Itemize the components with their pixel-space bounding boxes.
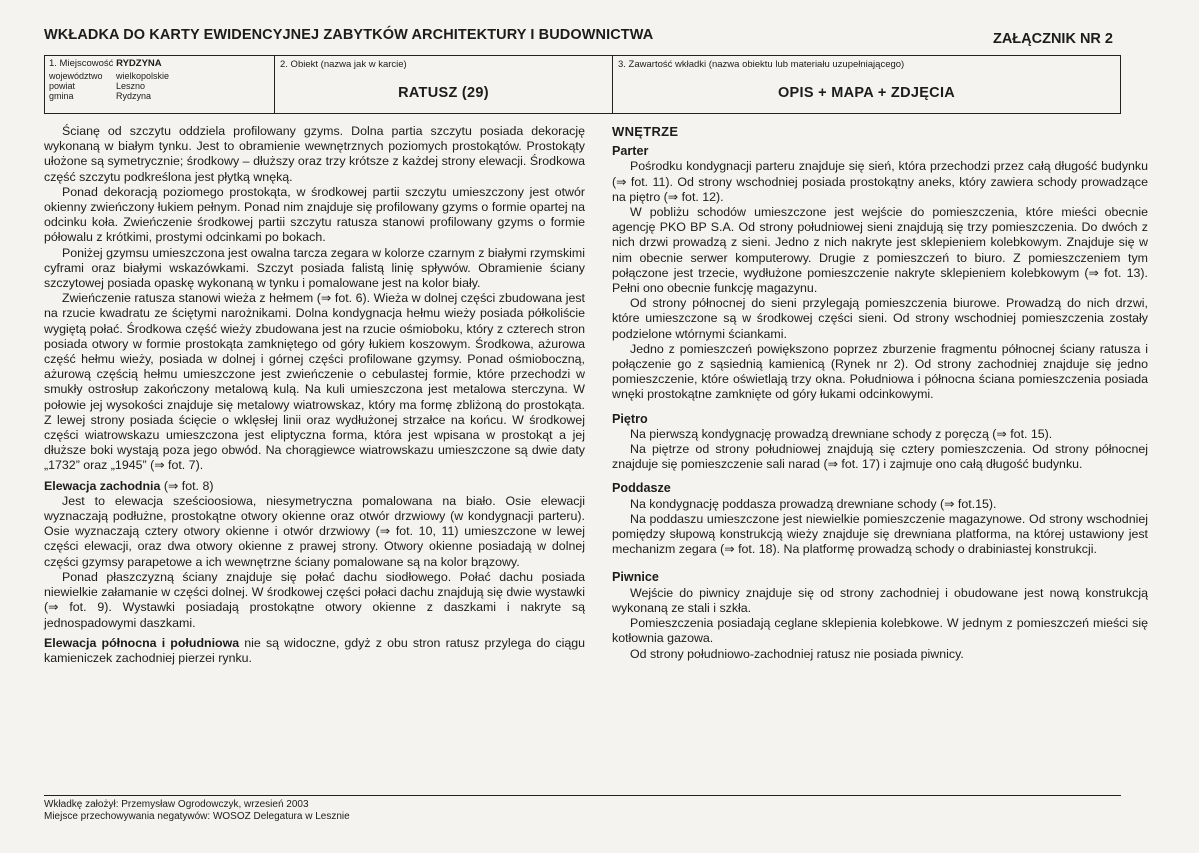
section-heading-parter: Parter [612,144,649,159]
location-table [49,71,169,102]
west-elevation-heading: Elewacja zachodnia [44,478,161,493]
paragraph: Od strony południowo-zachodniej ratusz nie posiada piwnicy. [630,646,964,661]
contents-box [613,56,1120,113]
paragraph: Pośrodku kondygnacji parteru znajduje się sień, która przechodzi przez całą długość budynku (⇒ fot. 11). Od strony wschodniej posiada prostokątny aneks, który zawiera schody prowadzące na piętro (⇒ fot. 12). [612,159,1148,204]
north-south-elevation-heading: Elewacja północna i południowa [44,635,240,650]
location-label: 1. Miejscowość [49,58,114,69]
paragraph: Na kondygnację poddasza prowadzą drewniane schody (⇒ fot.15). [630,496,997,511]
location-row [49,91,169,101]
section-heading-pietro: Piętro [612,411,648,426]
object-name: RATUSZ (29) [398,85,489,101]
location-box [45,56,275,113]
footer-negatives-location: Miejsce przechowywania negatywów: WOSOZ Delegatura w Lesznie [44,811,350,822]
location-value: Leszno [116,81,146,91]
paragraph: Na piętrze od strony południowej znajdują się cztery pomieszczenia. Od strony północnej znajduje się pomieszczenie sali narad (⇒ fot. 17) i zajmuje ono całą długość budynku. [612,442,1148,472]
left-column [44,124,585,666]
document-footer [44,795,1121,823]
paragraph: Poniżej gzymsu umieszczona jest owalna tarcza zegara w kolorze czarnym z białymi rzymskimi cyframi oraz białymi wskazówkami. Szczyt posiada falistą linię spływów. Obramienie ściany szczytowej posiada opaskę wykonaną w tynku i pomalowane jest na kolor biały. [44,245,585,291]
location-value: wielkopolskie [116,70,170,81]
paragraph: Na poddaszu umieszczone jest niewielkie pomieszczenie magazynowe. Od strony wschodniej pomiędzy słupową konstrukcją wieży znajduje się drewniana platforma, na której ustawiony jest mechanizm zegara (⇒ fot. 18). Na platformę prowadzą schody o drabiniastej konstrukcji. [612,511,1148,557]
location-place: RYDZYNA [116,58,162,69]
object-box [275,56,613,113]
section-heading-poddasze: Poddasze [612,481,671,496]
paragraph: Na pierwszą kondygnację prowadzą drewniane schody z poręczą (⇒ fot. 15). [630,426,1053,441]
location-key: województwo [49,70,103,81]
paragraph: Ponad płaszczyzną ściany znajduje się połać dachu siodłowego. Połać dachu posiada niewielkie załamanie w części dolnej. W środkowej części połaci dachu znajdują się dwie wystawki (⇒ fot. 9). Wystawki posiadają prostokątne otwory okienne z daszkami i nakryte są jednospadowymi daszkami. [44,569,585,630]
paragraph: Ponad dekoracją poziomego prostokąta, w środkowej partii szczytu umieszczony jest otwór okienny zwieńczony łukiem pełnym. Ponad nim znajduje się profilowany gzyms o formie opartej na odcinku koła. Zwieńczenie środkowej partii szczytu ratusza stanowi profilowany gzyms o formie półowalu z krótkimi, prostymi odcinkami po bokach. [44,184,585,245]
document-title: WKŁADKA DO KARTY EWIDENCYJNEJ ZABYTKÓW ARCHITEKTURY I BUDOWNICTWA [44,27,654,43]
contents-label: 3. Zawartość wkładki (nazwa obiektu lub materiału uzupełniającego) [618,59,905,70]
paragraph: Od strony północnej do sieni przylegają pomieszczenia biurowe. Prowadzą do nich drzwi, które umieszczone są w środkowej części sieni. Od strony wschodniej pomieszczenia zostały podzielone wtórnymi ściankami. [612,296,1148,341]
contents-value: OPIS + MAPA + ZDJĘCIA [777,85,956,101]
footer-author: Wkładkę założył: Przemysław Ogrodowczyk, wrzesień 2003 [44,799,309,810]
paragraph: Ścianę od szczytu oddziela profilowany gzyms. Dolna partia szczytu posiada dekorację wykonaną w białym tynku. Jest to obramienie wewnętrznych poziomych prostokątów. Prostokąty ułożone są symetrycznie; środkowy – dłuższy oraz trzy krótsze z każdej strony elewacji. Środkowa część szczytu podkreślona jest płytką wnęką. [44,124,585,184]
paragraph: Jedno z pomieszczeń powiększono poprzez zburzenie fragmentu północnej ściany ratusza i połączenie go z sąsiednią kamienicą (Rynek nr 2). Od strony zachodniej znajduje się jedno pomieszczenie, które oświetlają trzy okna. Południowa i północna ściana pomieszczenia posiada wnęki prostokątne zamknięte od góry łukami odcinkowymi. [612,341,1148,402]
paragraph: Zwieńczenie ratusza stanowi wieża z hełmem (⇒ fot. 6). Wieża w dolnej części zbudowana jest na rzucie kwadratu ze ściętymi narożnikami. Dolna kondygnacja hełmu wieży posiada półkoliście wygiętą połać. Środkowa część wieży zbudowana jest na rzucie ośmioboku, który z czterech stron posiada otwory w formie prostokąta zamkniętego od góry łukiem koszowym. Środkowa, ażurowa część hełmu wieży, posiada w dolnej i górnej części profilowane gzymsy. Ponad ośmioboczną, ażurową częścią hełmu umieszczone jest zwieńczenie o cebulastej formie, które przechodzi w smukły ostrosłup zakończony metalową kulą. Na kuli umieszczona jest metalowa sterczyna. W połowie jej wysokości znajduje się metalowy wiatrowskaz, który ma formę zbliżoną do prostokąta. Z lewej strony posiada ścięcie o wklęsłej linii oraz wydłużonej strzałce na końcu. W środkowej części wiatrowskazu umieszczona jest eliptyczna forma, która jest wpisana w prostokąt a jej dłuższe boki wystają poza jego obwód. Na chorągiewce wiatrowskazu umieszczone są dwie daty „1732” oraz „1945” (⇒ fot. 7). [44,291,585,473]
paragraph: Pomieszczenia posiadają ceglane sklepienia kolebkowe. W jednym z pomieszczeń mieści się kotłownia gazowa. [612,616,1148,646]
location-row [49,81,169,91]
annex-number: ZAŁĄCZNIK NR 2 [992,31,1113,47]
west-elevation-heading-line [44,479,585,494]
object-label: 2. Obiekt (nazwa jak w karcie) [280,59,407,70]
right-column [612,124,1148,662]
west-elevation-ref: (⇒ fot. 8) [160,478,214,493]
north-south-elevation-text: nie są widoczne, gdyż z obu stron ratusz przylega do ciągu kamieniczek zachodniej pierzei rynku. [44,635,585,665]
paragraph: Wejście do piwnicy znajduje się od strony zachodniej i obudowane jest nową konstrukcją wykonaną ze stali i szkła. [612,585,1148,615]
section-heading-piwnice: Piwnice [612,570,659,585]
paragraph: Jest to elewacja sześcioosiowa, niesymetryczna pomalowana na biało. Osie elewacji wyznaczają podłużne, prostokątne otwory okienne oraz otwór drzwiowy (w kondygnacji parteru). Osie wyznaczają cztery otwory okienne i otwór drzwiowy (⇒ fot. 10, 11) umieszczone w lewej części elewacji, oraz dwa otwory okienne z prawej strony. Otwory okienne posiadają w dolnej części gzymsy parapetowe a ich wewnętrzne ściany pomalowane są na kolor brązowy. [44,493,585,569]
location-key: powiat [49,81,76,91]
north-south-elevation-paragraph [44,636,585,666]
paragraph: W pobliżu schodów umieszczone jest wejście do pomieszczenia, które mieści obecnie agencję PKO BP S.A. Od strony południowej sieni znajdują się trzy pomieszczenia. Do dwóch z nich drzwi prowadzą z sieni. Jedno z nich nakryte jest sklepieniem kolebkowym. Znajduje się w nim obecnie serwer komputerowy. Drugie z pomieszczeń to biuro. Z pomieszczeniem tym połączone jest trzecie, wydłużone pomieszczenie nakryte sklepieniem kolebkowym (⇒ fot. 13). Pełni ono obecnie funkcję magazynu. [612,205,1148,296]
header-fields [44,55,1121,114]
interior-heading: WNĘTRZE [612,124,679,139]
location-key: gmina [49,91,74,102]
location-value: Rydzyna [116,91,152,102]
location-row [49,71,169,81]
